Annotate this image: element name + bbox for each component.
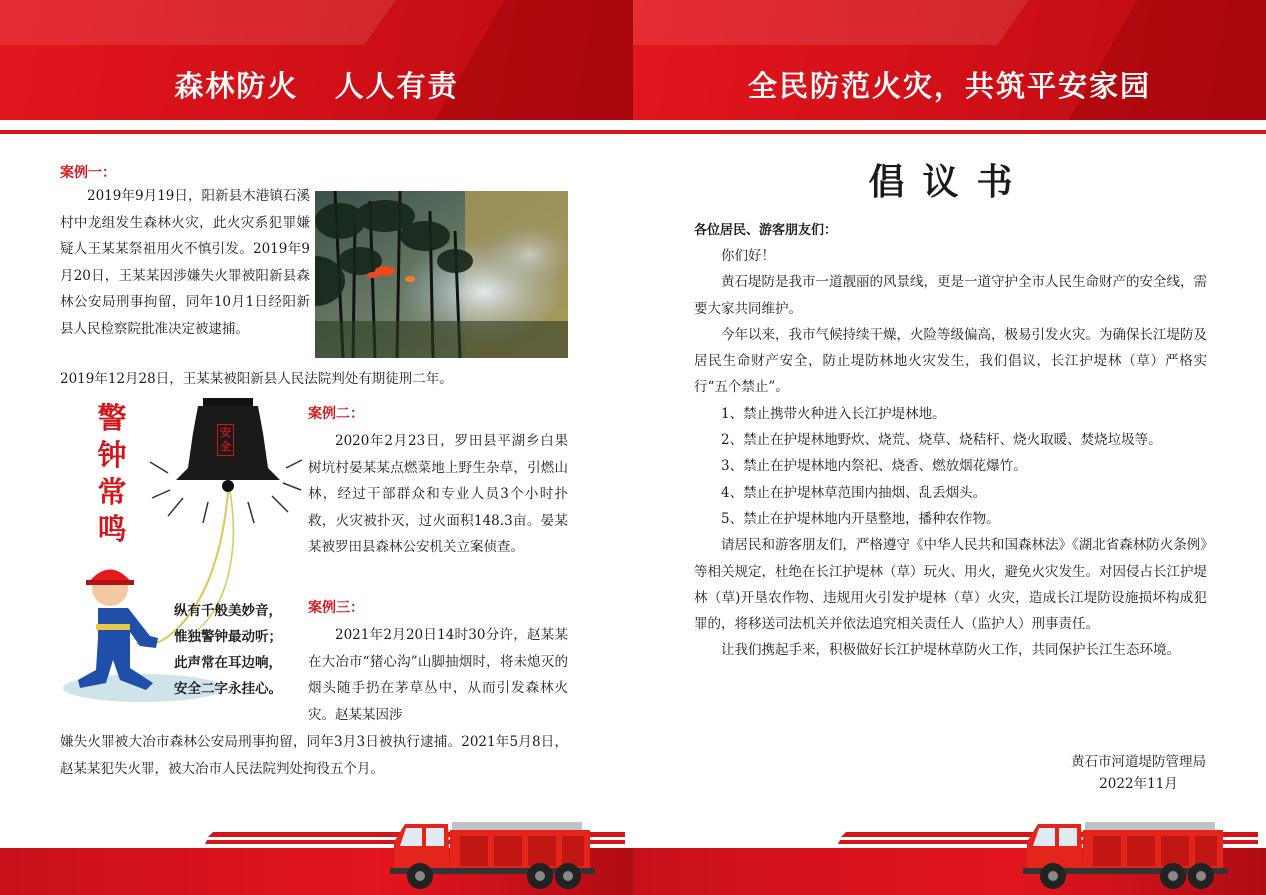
alarm-poem: 纵有千般美妙音， 惟独警钟最动听； 此声常在耳边响， 安全二字永挂心。 [174,603,282,697]
right-banner-title: 全民防范火灾，共筑平安家园 [747,69,1151,103]
case1-text-end: 2019年12月28日，王某某被阳新县人民法院判处有期徒刑二年。 [60,371,453,387]
prohibition-item: 3、禁止在护堤林地内祭祀、烧香、燃放烟花爆竹。 [721,458,1027,475]
proposal-title: 倡议书 [868,161,1031,203]
case3-text-end: 嫌失火罪被大冶市森林公安局刑事拘留，同年3月3日被执行逮捕。2021年5月8日，赵某某犯失火罪，被大冶市人民法院判处拘役五个月。 [60,734,568,777]
prohibition-item: 5、禁止在护堤林地内开垦整地，播种农作物。 [721,510,1000,527]
salutation: 各位居民、游客朋友们： [694,223,838,238]
paragraph: 你们好！ [721,248,775,264]
proposal-body [694,243,1207,664]
fire-truck-icon [390,812,600,890]
paragraph: 请居民和游客朋友们，严格遵守《中华人民共和国森林法》《湖北省森林防火条例》等相关规定，杜绝在长江护堤林（草）玩火、用火，避免火灾发生。对因侵占长江护堤林（草)开垦农作物、违规用火引发护堤林（草）火灾，造成长江堤防设施损坏构成犯罪的，将移送司法机关并依法追究相关责任人（监护人）刑事责任。 [694,537,1207,633]
left-banner-title: 森林防火 人人有责 [174,69,459,103]
alarm-bell-illustration [58,398,303,708]
right-page [633,0,1266,895]
signature [1071,751,1206,795]
case1-heading: 案例一： [60,165,116,181]
case2-heading: 案例二： [308,406,364,422]
signature-date: 2022年11月 [1099,776,1178,792]
right-banner [633,0,1266,120]
paragraph: 黄石堤防是我市一道靓丽的风景线，更是一道守护全市人民生命财产的安全线，需要大家共同维护。 [694,274,1207,317]
case3-heading: 案例三： [308,600,364,616]
paragraph: 让我们携起手来，积极做好长江护堤林草防火工作，共同保护长江生态环境。 [721,642,1180,659]
left-divider [0,130,633,134]
bell-safety-label: 安 全 [217,424,234,456]
prohibition-item: 4、禁止在护堤林草范围内抽烟、乱丢烟头。 [721,484,987,501]
alarm-slogan: 警 钟 常 鸣 [97,401,127,546]
right-divider [633,130,1266,134]
signature-org: 黄石市河道堤防管理局 [1071,754,1206,770]
paragraph: 今年以来，我市气候持续干燥，火险等级偏高，极易引发火灾。为确保长江堤防及居民生命财产安全，防止堤防林地火灾发生，我们倡议，长江护堤林（草）严格实行“五个禁止”。 [694,326,1207,396]
case2-text: 2020年2月23日，罗田县平湖乡白果树坑村晏某某点燃菜地上野生杂草，引燃山林，经过干部群众和专业人员3个小时扑救，火灾被扑灭，过火面积148.3亩。晏某某被罗田县森林公安机关立案侦查。 [308,433,568,555]
case1-text: 2019年9月19日，阳新县木港镇石溪村中龙组发生森林火灾，此火灾系犯罪嫌疑人王某某祭祖用火不慎引发。2019年9月20日，王某某因涉嫌失火罪被阳新县森林公安局刑事拘留，同年10月1日经阳新县人民检察院批准决定被逮捕。 [60,188,310,337]
prohibition-item: 1、禁止携带火种进入长江护堤林地。 [721,405,946,422]
case3-text: 2021年2月20日14时30分许，赵某某在大冶市“猪心沟”山脚抽烟时，将未熄灭的烟头随手扔在茅草丛中，从而引发森林火灾。赵某某因涉 [308,627,568,723]
forest-fire-photo [315,191,568,358]
left-banner [0,0,633,120]
fire-truck-icon [1023,812,1233,890]
prohibition-item: 2、禁止在护堤林地野炊、烧荒、烧草、烧秸杆、烧火取暖、焚烧垃圾等。 [721,432,1162,449]
